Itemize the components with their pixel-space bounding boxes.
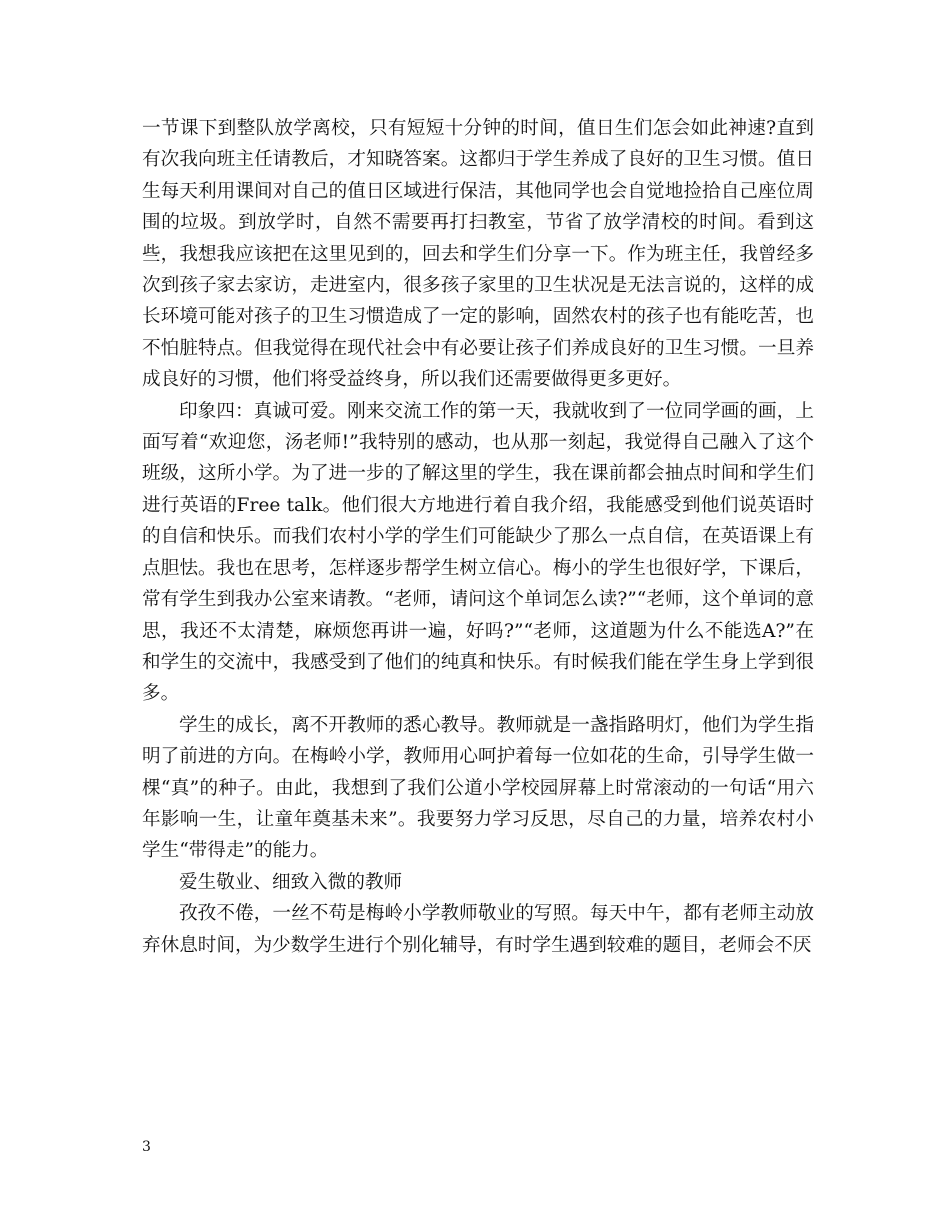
paragraph-2: 印象四：真诚可爱。刚来交流工作的第一天，我就收到了一位同学画的画，上面写着“欢迎您，汤老师!”我特别的感动，也从那一刻起，我觉得自己融入了这个班级，这所小学。为了进一步的了解这里的学生，我在课前都会抽点时间和学生们进行英语的Free talk。他们很大方地进行着自我介绍，我能感受到他们说英语时的自信和快乐。而我们农村小学的学生们可能缺少了那么一点自信，在英语课上有点胆怯。我也在思考，怎样逐步帮学生树立信心。梅小的学生也很好学，下课后，常有学生到我办公室来请教。“老师，请问这个单词怎么读?”“老师，这个单词的意思，我还不太清楚，麻烦您再讲一遍，好吗?”“老师，这道题为什么不能选A?”在和学生的交流中，我感受到了他们的纯真和快乐。有时候我们能在学生身上学到很多。 <box>142 400 814 705</box>
paragraph-3: 学生的成长，离不开教师的悉心教导。教师就是一盏指路明灯，他们为学生指明了前进的方向。在梅岭小学，教师用心呵护着每一位如花的生命，引导学生做一棵“真”的种子。由此，我想到了我们公道小学校园屏幕上时常滚动的一句话“用六年影响一生，让童年奠基未来”。我要努力学习反思，尽自己的力量，培养农村小学生“带得走”的能力。 <box>142 714 814 862</box>
paragraph-1: 一节课下到整队放学离校，只有短短十分钟的时间，值日生们怎会如此神速?直到有次我向班主任请教后，才知晓答案。这都归于学生养成了良好的卫生习惯。值日生每天利用课间对自己的值日区域进行保洁，其他同学也会自觉地捡拾自己座位周围的垃圾。到放学时，自然不需要再打扫教室，节省了放学清校的时间。看到这些，我想我应该把在这里见到的，回去和学生们分享一下。作为班主任，我曾经多次到孩子家去家访，走进室内，很多孩子家里的卫生状况是无法言说的，这样的成长环境可能对孩子的卫生习惯造成了一定的影响，固然农村的孩子也有能吃苦，也不怕脏特点。但我觉得在现代社会中有必要让孩子们养成良好的卫生习惯。一旦养成良好的习惯，他们将受益终身，所以我们还需要做得更多更好。 <box>142 118 814 391</box>
document-body <box>142 113 814 961</box>
section-heading: 爱生敬业、细致入微的教师 <box>179 871 403 893</box>
page-number: 3 <box>142 1139 151 1155</box>
paragraph-4: 孜孜不倦，一丝不苟是梅岭小学教师敬业的写照。每天中午，都有老师主动放弃休息时间，为少数学生进行个别化辅导，有时学生遇到较难的题目，老师会不厌 <box>142 903 814 956</box>
